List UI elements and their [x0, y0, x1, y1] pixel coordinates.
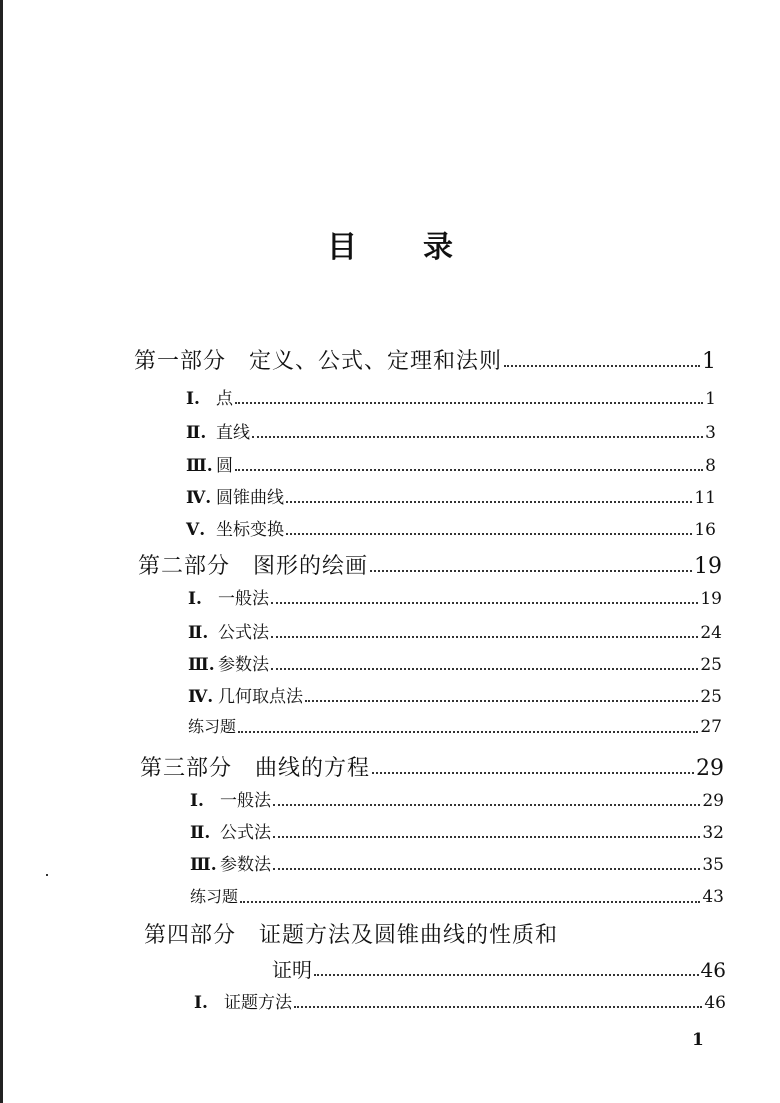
toc-entry-label: 练习题: [188, 717, 237, 736]
toc-part-3[interactable]: [140, 751, 724, 782]
toc-entry-page: 3: [705, 423, 716, 443]
page-number: 1: [692, 1030, 704, 1050]
toc-entry-page: 46: [700, 958, 726, 982]
toc-entry[interactable]: [186, 384, 716, 409]
toc-exercises[interactable]: [190, 884, 724, 907]
toc-entry-label: 一般法: [220, 791, 271, 811]
toc-entry[interactable]: [188, 682, 722, 707]
toc-entry-page: 35: [702, 855, 724, 875]
toc-entry-number: Ⅲ.: [190, 855, 217, 875]
toc-entry-number: Ⅲ.: [186, 456, 213, 476]
toc-entry-page: 1: [702, 349, 716, 374]
toc-part-4-continued[interactable]: [272, 954, 726, 983]
toc-entry-label: 证题方法: [224, 993, 292, 1013]
toc-entry-number: Ⅴ.: [186, 520, 206, 540]
toc-entry-number: Ⅳ.: [186, 488, 212, 508]
toc-entry-number: Ⅰ.: [194, 993, 208, 1013]
toc-part-1[interactable]: [134, 344, 716, 375]
scan-speck: [46, 874, 48, 876]
dot-leader: [271, 602, 698, 604]
toc-entry[interactable]: [186, 418, 716, 443]
toc-entry[interactable]: [190, 786, 724, 811]
dot-leader: [504, 365, 700, 367]
toc-entry-number: Ⅰ.: [188, 589, 202, 609]
toc-entry-label: 圆: [216, 456, 233, 476]
dot-leader: [235, 402, 703, 404]
dot-leader: [271, 668, 698, 670]
toc-entry-label: 第三部分 曲线的方程: [140, 756, 371, 781]
dot-leader: [273, 836, 700, 838]
toc-entry[interactable]: [194, 988, 726, 1013]
dot-leader: [240, 901, 700, 903]
toc-entry[interactable]: [190, 818, 724, 843]
toc-entry[interactable]: [190, 850, 724, 875]
toc-entry-label: 直线: [216, 423, 250, 443]
toc-entry-page: 43: [702, 887, 724, 907]
toc-entry-label: 证明: [272, 958, 312, 982]
toc-entry-number: Ⅱ.: [188, 623, 209, 643]
toc-entry-page: 25: [700, 655, 722, 675]
dot-leader: [370, 570, 692, 572]
toc-entry-number: Ⅰ.: [186, 389, 200, 409]
toc-entry[interactable]: [188, 618, 722, 643]
toc-entry-page: 19: [700, 589, 722, 609]
toc-entry[interactable]: [186, 483, 716, 508]
toc-entry-label: 第四部分 证题方法及圆锥曲线的性质和: [144, 923, 559, 948]
dot-leader: [273, 804, 700, 806]
dot-leader: [372, 772, 694, 774]
toc-entry[interactable]: [186, 451, 716, 476]
toc-entry[interactable]: [188, 650, 722, 675]
toc-part-4[interactable]: [144, 918, 724, 949]
dot-leader: [305, 700, 698, 702]
toc-entry-number: Ⅲ.: [188, 655, 215, 675]
toc-entry-label: 第二部分 图形的绘画: [138, 554, 369, 579]
toc-entry-label: 一般法: [218, 589, 269, 609]
toc-entry-page: 24: [700, 623, 722, 643]
toc-entry-page: 46: [704, 993, 726, 1013]
toc-entry-page: 27: [700, 717, 722, 737]
toc-entry-page: 19: [694, 554, 722, 579]
toc-entry-page: 25: [700, 687, 722, 707]
toc-entry-number: Ⅱ.: [190, 823, 211, 843]
toc-entry-label: 圆锥曲线: [216, 488, 284, 508]
toc-exercises[interactable]: [188, 714, 722, 737]
dot-leader: [235, 469, 703, 471]
title-char-right: 录: [423, 230, 453, 265]
toc-entry-number: Ⅳ.: [188, 687, 214, 707]
dot-leader: [286, 533, 692, 535]
toc-entry-number: Ⅰ.: [190, 791, 204, 811]
toc-entry[interactable]: [188, 584, 722, 609]
toc-entry-label: 坐标变换: [216, 520, 284, 540]
toc-entry-page: 8: [705, 456, 716, 476]
toc-entry-label: 参数法: [218, 655, 269, 675]
dot-leader: [273, 868, 700, 870]
dot-leader: [238, 731, 698, 733]
toc-entry-page: 29: [696, 756, 724, 781]
toc-entry-page: 11: [694, 488, 716, 508]
toc-entry-page: 1: [705, 389, 716, 409]
toc-entry-label: 公式法: [218, 623, 269, 643]
toc-entry-label: 公式法: [220, 823, 271, 843]
dot-leader: [271, 636, 698, 638]
toc-entry[interactable]: [186, 515, 716, 540]
toc-entry-number: Ⅱ.: [186, 423, 207, 443]
toc-entry-page: 29: [702, 791, 724, 811]
toc-entry-label: 参数法: [220, 855, 271, 875]
toc-entry-label: 点: [216, 389, 233, 409]
dot-leader: [314, 974, 699, 976]
toc-entry-page: 16: [694, 520, 716, 540]
toc-entry-label: 练习题: [190, 887, 239, 906]
title-char-left: 目: [327, 230, 357, 265]
dot-leader: [286, 501, 692, 503]
toc-entry-label: 几何取点法: [218, 687, 303, 707]
dot-leader: [252, 436, 703, 438]
toc-part-2[interactable]: [138, 549, 722, 580]
dot-leader: [294, 1006, 702, 1008]
toc-entry-label: 第一部分 定义、公式、定理和法则: [134, 349, 503, 374]
toc-entry-page: 32: [702, 823, 724, 843]
